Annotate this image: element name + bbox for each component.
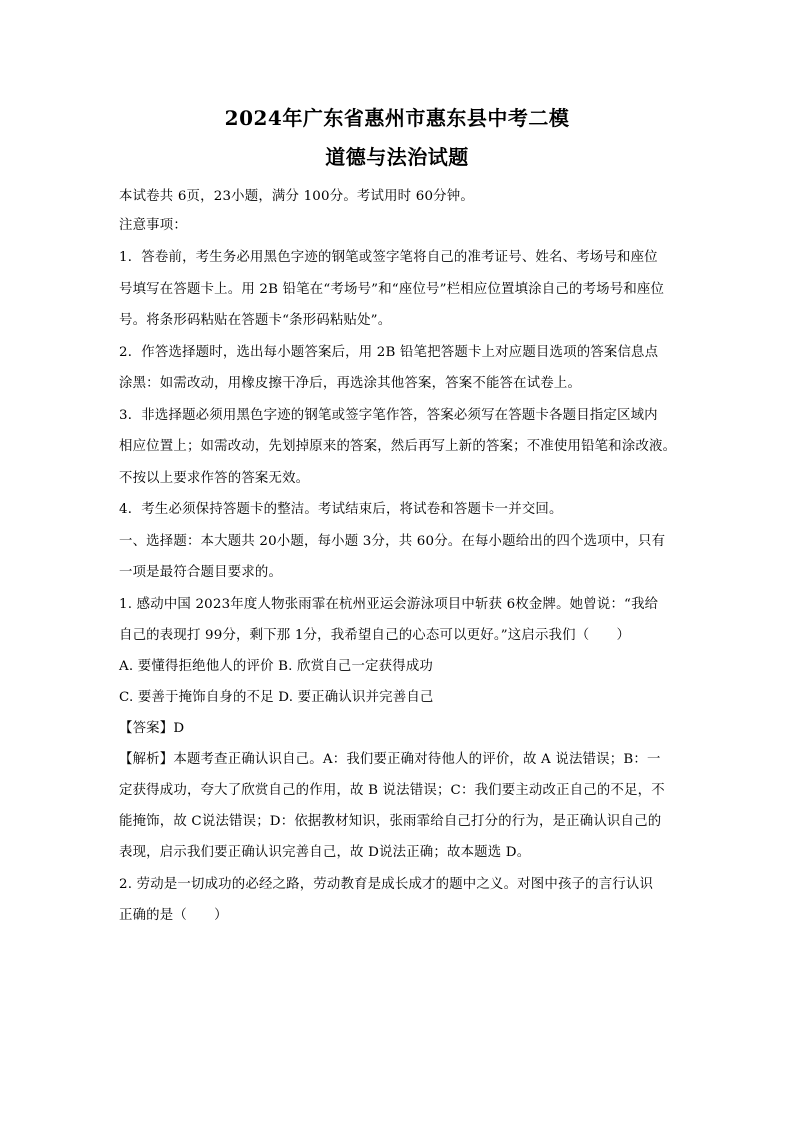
question-1-analysis: 【解析】本题考查正确认识自己。A：我们要正确对待他人的评价，故 A 说法错误；B：一	[119, 752, 661, 767]
notice-line: 不按以上要求作答的答案无效。	[119, 471, 310, 486]
question-1-analysis: 定获得成功，夸大了欣赏自己的作用，故 B 说法错误；C：我们要主动改正自己的不足，不	[119, 783, 665, 798]
notice-line: 1．答卷前，考生务必用黑色字迹的钢笔或签字笔将自己的准考证号、姓名、考场号和座位	[119, 250, 658, 265]
question-2-stem: 正确的是（ ）	[119, 908, 228, 923]
question-2-stem: 2. 劳动是一切成功的必经之路，劳动教育是成长成才的题中之义。对图中孩子的言行认识	[119, 877, 654, 892]
notice-line: 4．考生必须保持答题卡的整洁。考试结束后，将试卷和答题卡一并交回。	[119, 502, 563, 517]
exam-intro: 本试卷共 6页，23小题，满分 100分。考试用时 60分钟。	[119, 189, 474, 204]
question-1-analysis: 能掩饰，故 C说法错误；D：依据教材知识，张雨霏给自己打分的行为，是正确认识自己的	[119, 814, 662, 829]
question-1-option: C. 要善于掩饰自身的不足 D. 要正确认识并完善自己	[119, 690, 434, 705]
question-1-option: A. 要懂得拒绝他人的评价 B. 欣赏自己一定获得成功	[119, 659, 434, 674]
notice-line: 2．作答选择题时，选出每小题答案后，用 2B 铅笔把答题卡上对应题目选项的答案信息点	[119, 345, 659, 360]
notice-heading: 注意事项：	[119, 218, 187, 233]
notice-line: 涂黑：如需改动，用橡皮擦干净后，再选涂其他答案，答案不能答在试卷上。	[119, 376, 582, 391]
section-heading: 一、选择题：本大题共 20小题，每小题 3分，共 60分。在每小题给出的四个选项中，只有	[119, 534, 666, 549]
question-1-stem: 自己的表现打 99分，剩下那 1分，我希望自己的心态可以更好。”这启示我们（ ）	[119, 628, 631, 643]
notice-line: 号。将条形码粘贴在答题卡“条形码粘贴处”。	[119, 313, 392, 328]
section-heading: 一项是最符合题目要求的。	[119, 565, 283, 580]
notice-line: 相应位置上；如需改动，先划掉原来的答案，然后再写上新的答案；不准使用铅笔和涂改液。	[119, 439, 677, 454]
question-1-analysis: 表现，启示我们要正确认识完善自己，故 D说法正确；故本题选 D。	[119, 845, 531, 860]
notice-line: 3．非选择题必须用黑色字迹的钢笔或签字笔作答，答案必须写在答题卡各题目指定区域内	[119, 408, 658, 423]
notice-line: 号填写在答题卡上。用 2B 铅笔在“考场号”和“座位号”栏相应位置填涂自己的考场号和座位	[119, 282, 665, 297]
question-1-stem: 1. 感动中国 2023年度人物张雨霏在杭州亚运会游泳项目中斩获 6枚金牌。她曾说：“我给	[119, 597, 659, 612]
exam-subject-title: 道德与法治试题	[325, 145, 469, 169]
question-1-answer: 【答案】D	[119, 721, 185, 736]
exam-title: 2024年广东省惠州市惠东县中考二模	[224, 106, 570, 130]
